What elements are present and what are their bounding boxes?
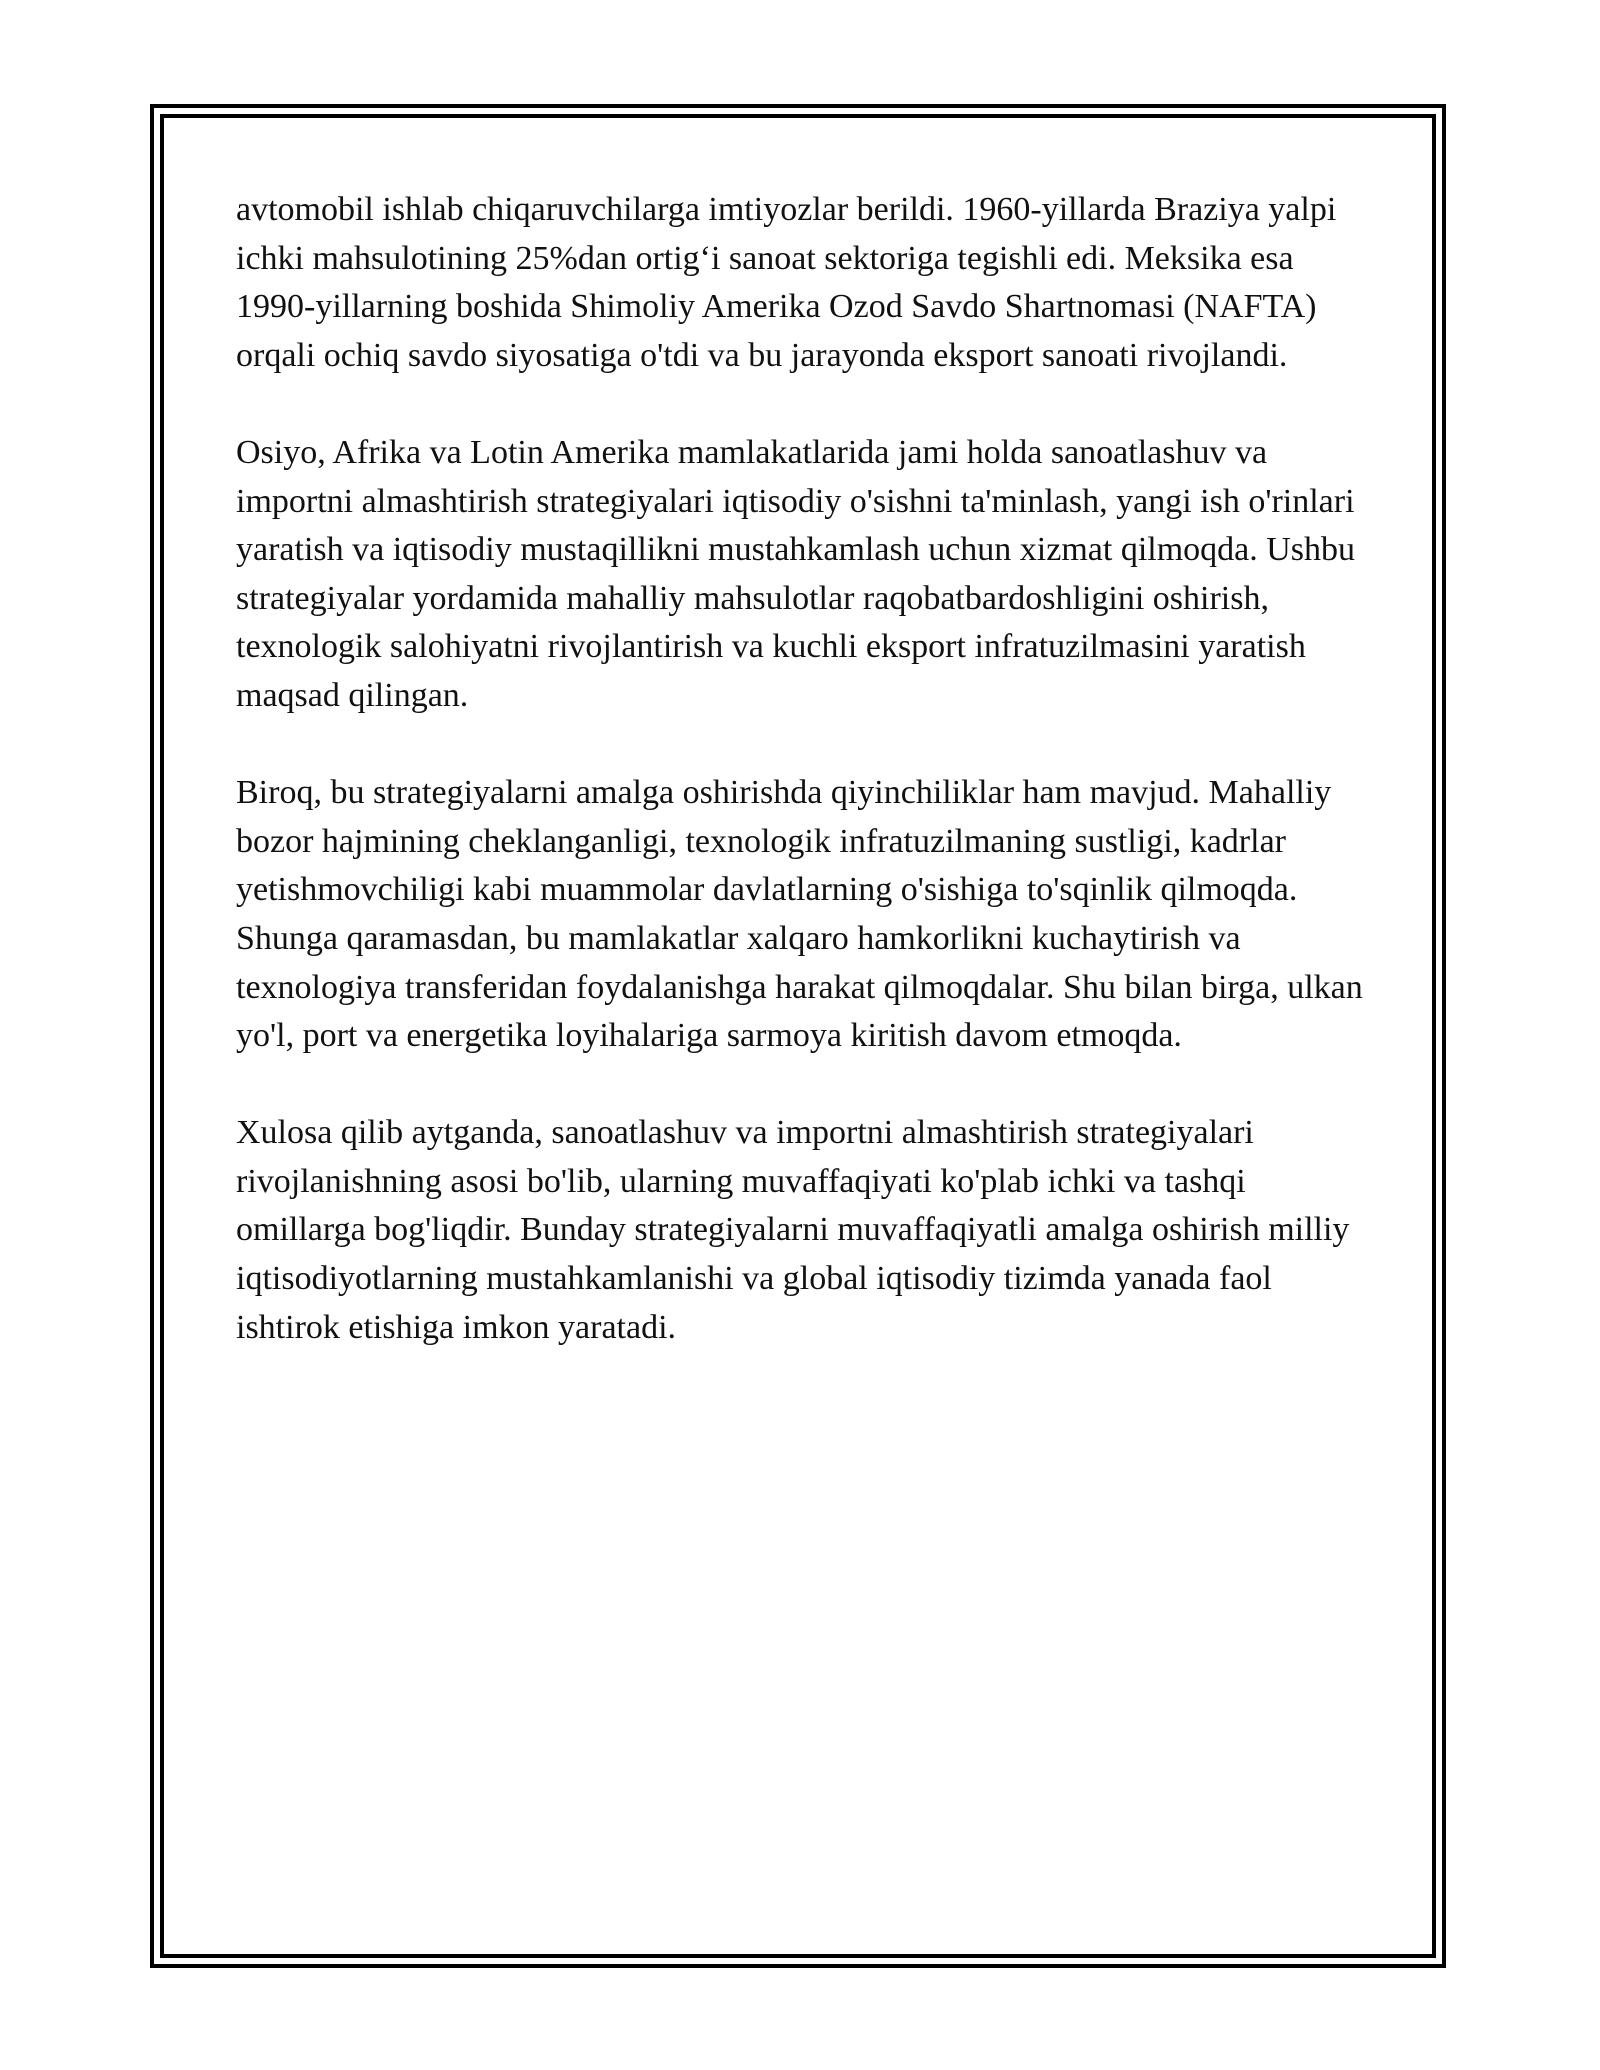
document-body <box>236 186 1366 1401</box>
paragraph-3: Biroq, bu strategiyalarni amalga oshirishda qiyinchiliklar ham mavjud. Mahalliy bozor hajmining cheklanganligi, texnologik infratuzilmaning sustligi, kadrlar yetishmovchiligi kabi muammolar davlatlarning o'sishiga to'sqinlik qilmoqda. Shunga qaramasdan, bu mamlakatlar xalqaro hamkorlikni kuchaytirish va texnologiya transferidan foydalanishga harakat qilmoqdalar. Shu bilan birga, ulkan yo'l, port va energetika loyihalariga sarmoya kiritish davom etmoqda. <box>236 774 1363 1055</box>
paragraph-1: avtomobil ishlab chiqaruvchilarga imtiyozlar berildi. 1960-yillarda Braziya yalpi ichki mahsulotining 25%dan ortig‘i sanoat sektoriga tegishli edi. Meksika esa 1990-yillarning boshida Shimoliy Amerika Ozod Savdo Shartnomasi (NAFTA) orqali ochiq savdo siyosatiga o'tdi va bu jarayonda eksport sanoati rivojlandi. <box>236 191 1337 374</box>
paragraph-2: Osiyo, Afrika va Lotin Amerika mamlakatlarida jami holda sanoatlashuv va importni almashtirish strategiyalari iqtisodiy o'sishni ta'minlash, yangi ish o'rinlari yaratish va iqtisodiy mustaqillikni mustahkamlash uchun xizmat qilmoqda. Ushbu strategiyalar yordamida mahalliy mahsulotlar raqobatbardoshligini oshirish, texnologik salohiyatni rivojlantirish va kuchli eksport infratuzilmasini yaratish maqsad qilingan. <box>236 433 1356 714</box>
paragraph-4: Xulosa qilib aytganda, sanoatlashuv va importni almashtirish strategiyalari rivojlanishning asosi bo'lib, ularning muvaffaqiyati ko'plab ichki va tashqi omillarga bog'liqdir. Bunday strategiyalarni muvaffaqiyatli amalga oshirish milliy iqtisodiyotlarning mustahkamlanishi va global iqtisodiy tizimda yanada faol ishtirok etishiga imkon yaratadi. <box>236 1114 1350 1346</box>
